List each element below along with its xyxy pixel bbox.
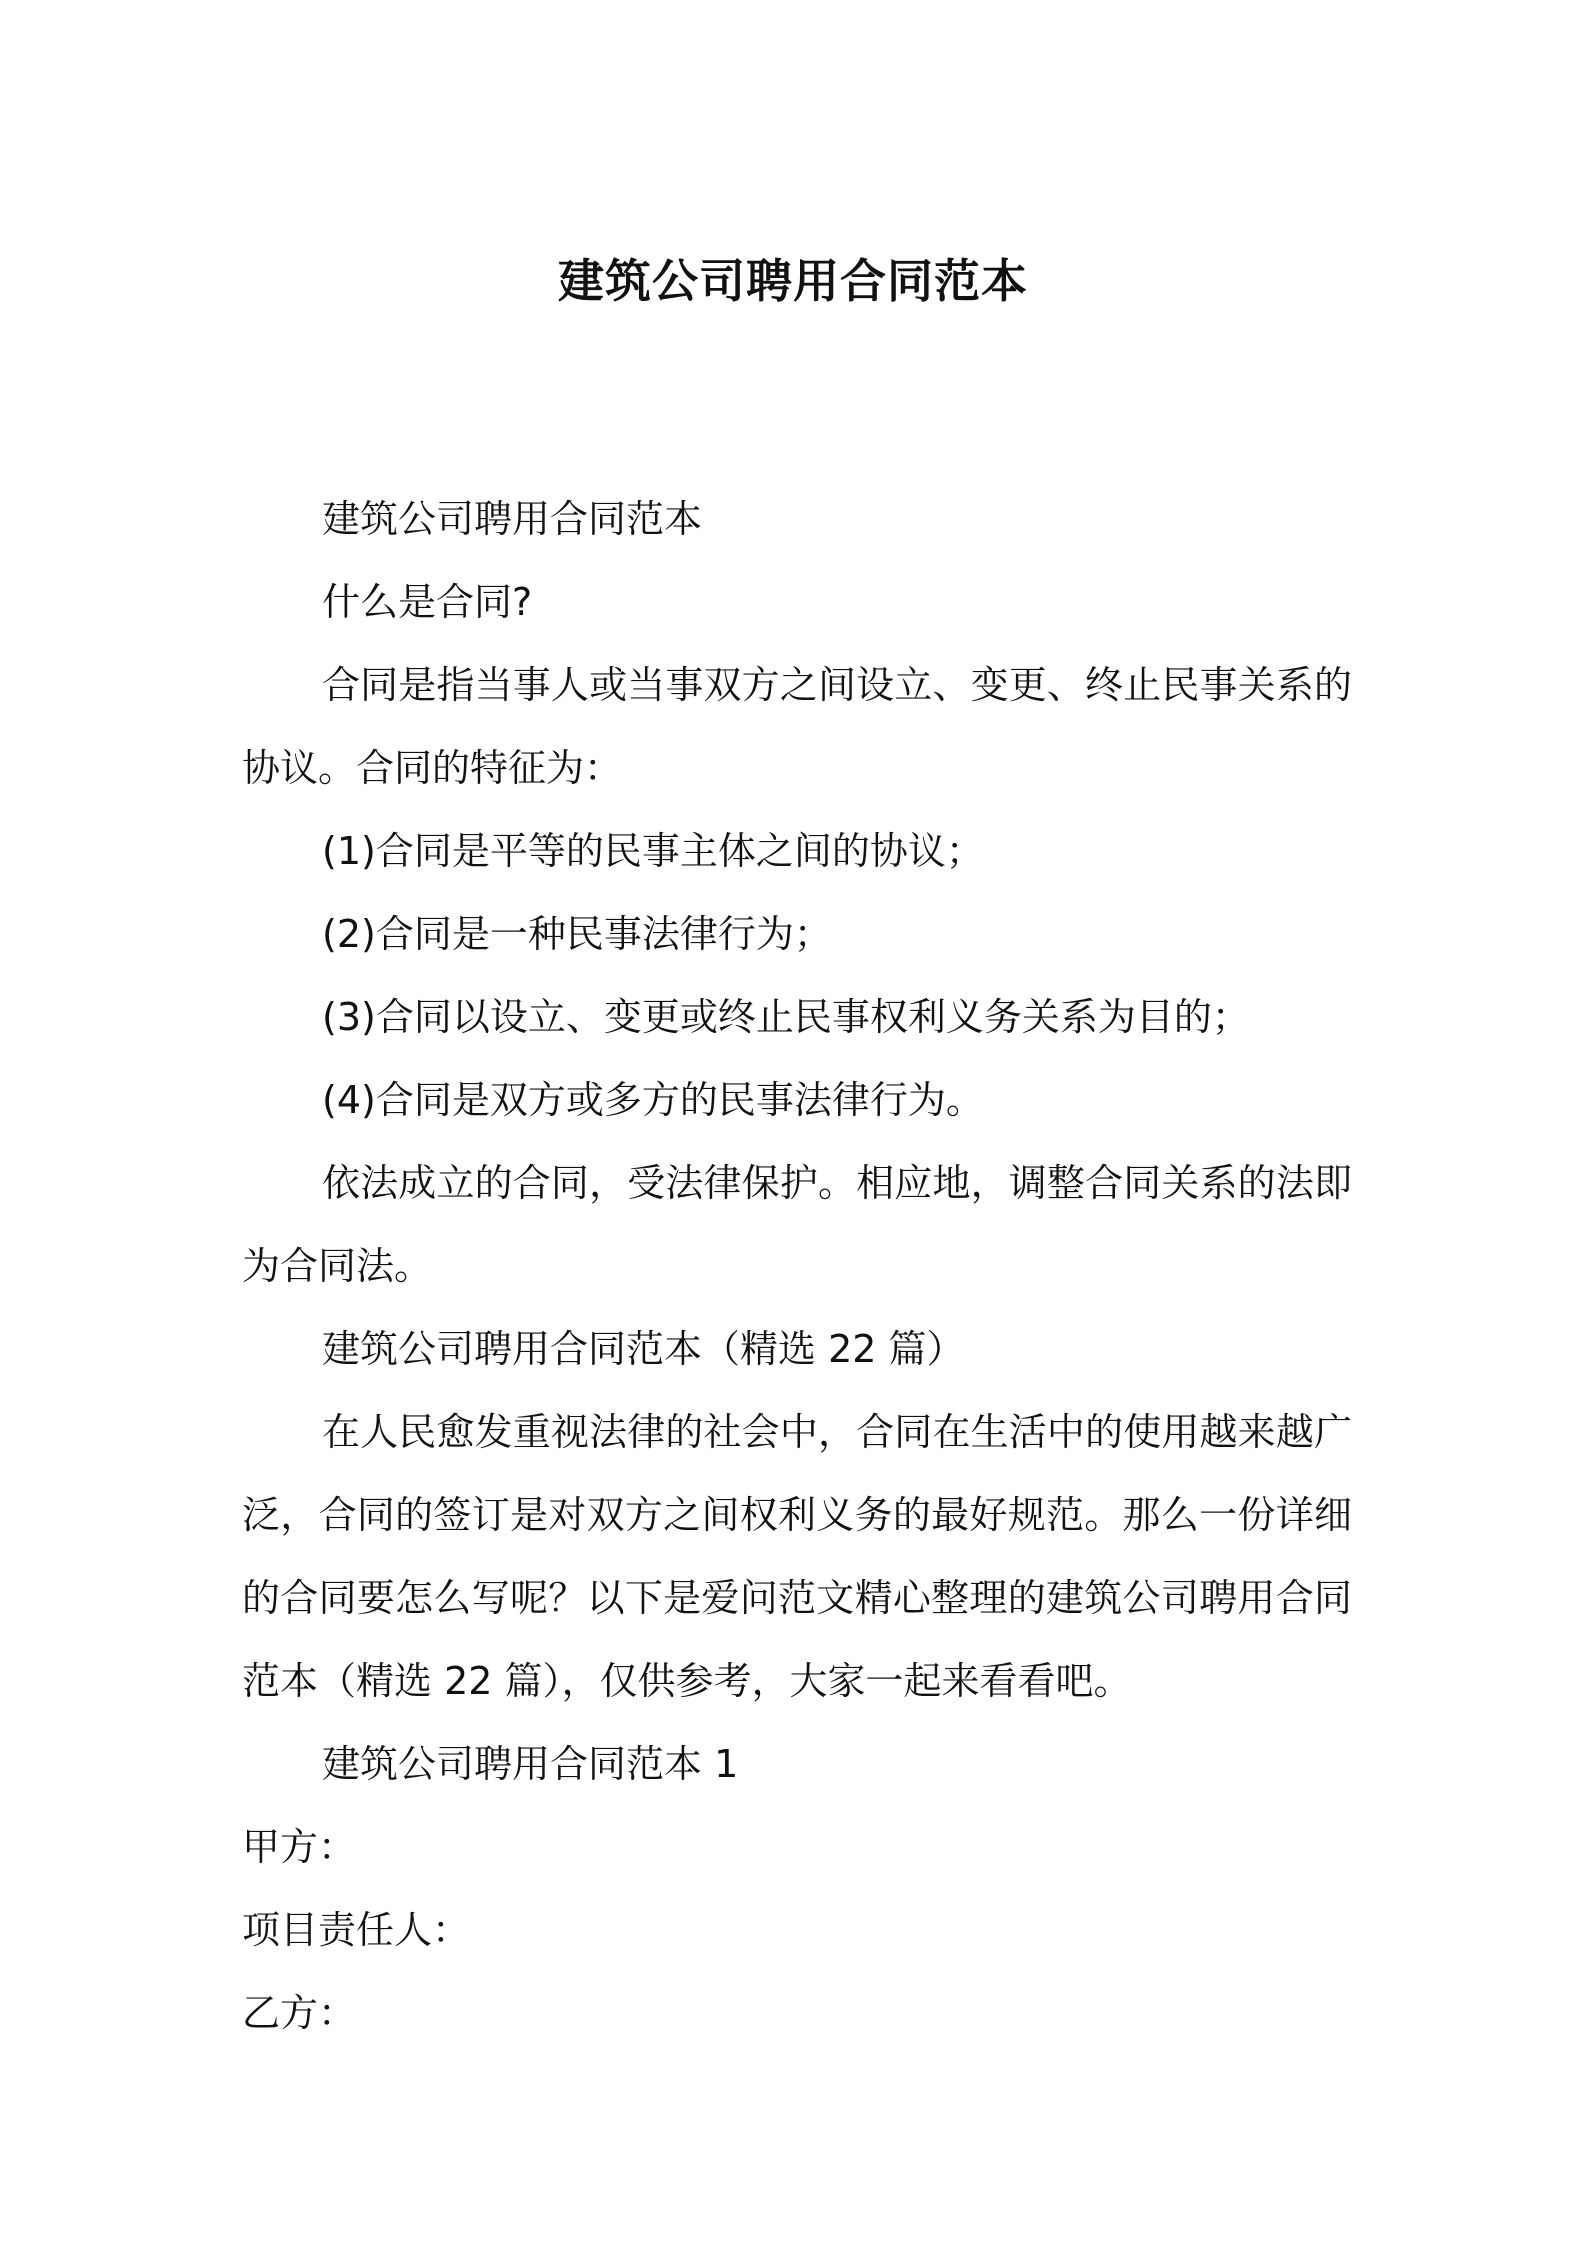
- paragraph-feature-2: (2)合同是一种民事法律行为；: [322, 912, 832, 956]
- paragraph-selection-heading: 建筑公司聘用合同范本（精选 22 篇）: [322, 1327, 965, 1371]
- paragraph-introduction: 在人民愈发重视法律的社会中，合同在生活中的使用越来越广泛，合同的签订是对双方之间权利义务的最好规范。那么一份详细的合同要怎么写呢？以下是爱问范文精心整理的建筑公司聘用合同范本（精选 22 篇），仅供参考，大家一起来看看吧。: [242, 1410, 1352, 1703]
- paragraph-feature-4: (4)合同是双方或多方的民事法律行为。: [322, 1078, 984, 1122]
- document-title: 建筑公司聘用合同范本: [558, 254, 1028, 308]
- paragraph-feature-3: (3)合同以设立、变更或终止民事权利义务关系为目的；: [322, 995, 1250, 1039]
- project-manager-label: 项目责任人：: [242, 1908, 471, 1952]
- paragraph-law: 依法成立的合同，受法律保护。相应地，调整合同关系的法即为合同法。: [242, 1161, 1352, 1288]
- paragraph-definition: 合同是指当事人或当事双方之间设立、变更、终止民事关系的协议。合同的特征为：: [242, 663, 1352, 790]
- paragraph-question: 什么是合同?: [322, 580, 533, 624]
- paragraph-sample-heading: 建筑公司聘用合同范本 1: [322, 1742, 739, 1786]
- party-b-label: 乙方：: [242, 1991, 357, 2035]
- paragraph-feature-1: (1)合同是平等的民事主体之间的协议；: [322, 829, 984, 873]
- paragraph-subtitle: 建筑公司聘用合同范本: [322, 497, 703, 541]
- party-a-label: 甲方：: [242, 1825, 357, 1869]
- document-body: [242, 478, 1352, 2055]
